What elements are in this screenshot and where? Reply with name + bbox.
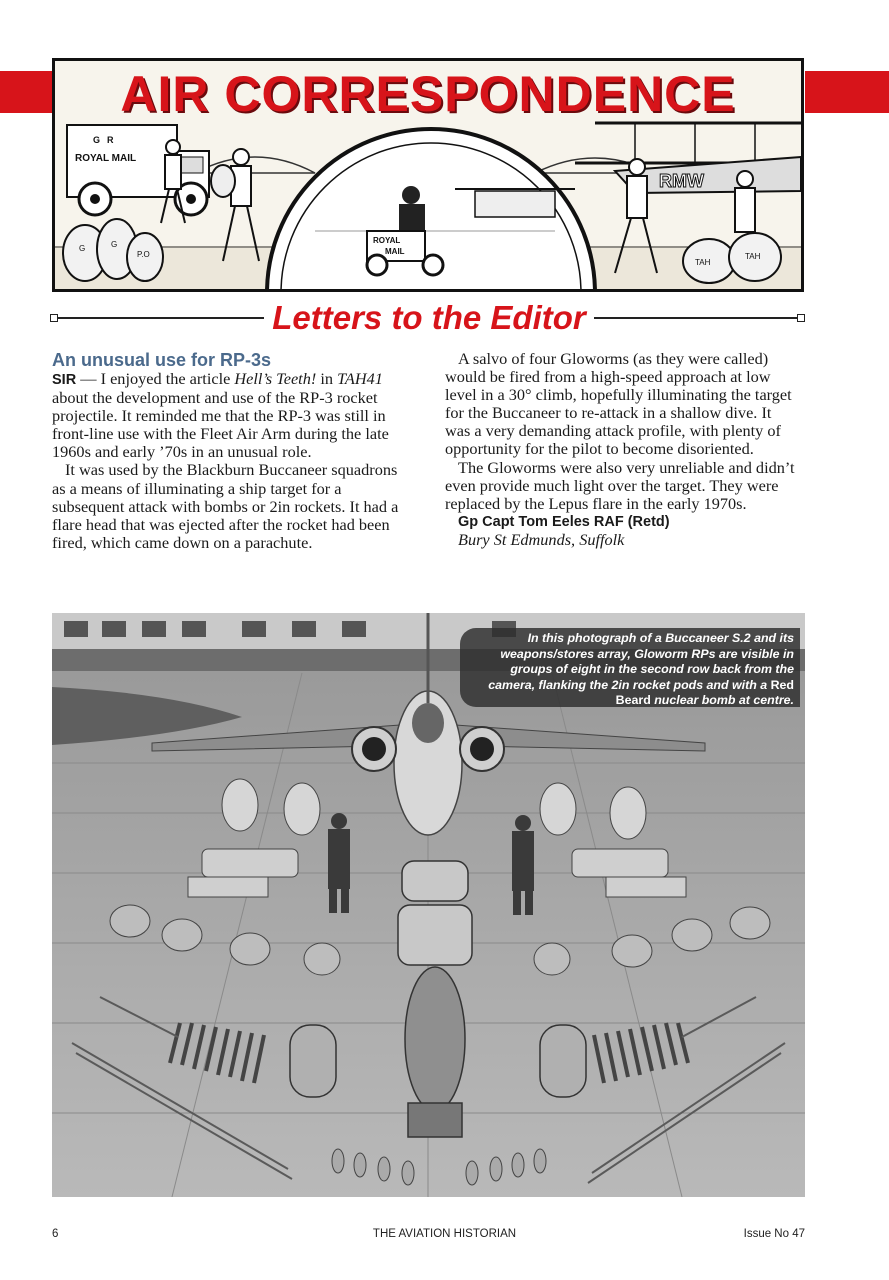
article-title: Hell’s Teeth! (234, 369, 317, 388)
royal-mail-van (67, 125, 209, 215)
p1-part3: about the development and use of the RP-3 rocket projectile. It reminded me that the RP-3 was still in front-line use with the Fleet Air Arm during the late 1960s and early ’70s in an unusual role. (52, 388, 389, 462)
biplane (575, 123, 801, 193)
cart-label-1: ROYAL (373, 236, 401, 245)
paragraph-2: It was used by the Blackburn Buccaneer squadrons as a means of illuminating a ship target for a subsequent attack with bombs or 2in rockets. It had a flare head that was ejected after the rocket had been fired, which came down on a parachute. (52, 460, 399, 552)
van-monogram-r: R (107, 135, 114, 145)
section-title: AIR CORRESPONDENCE (120, 66, 736, 122)
text-column-right (445, 350, 797, 549)
p1-part2: in (316, 369, 338, 388)
section-subtitle: Letters to the Editor (272, 299, 586, 336)
header-illustration (52, 58, 804, 292)
red-band-left (0, 71, 54, 113)
rule-right (594, 317, 800, 319)
central-arch (267, 129, 595, 289)
bag-label-4: TAH (695, 258, 711, 267)
magazine-title: THE AVIATION HISTORIAN (372, 1228, 517, 1240)
mail-bags-left (63, 219, 163, 281)
rule-left (56, 317, 264, 319)
caption-part1: In this photograph of a Buccaneer S.2 and its weapons/stores array, Gloworm RPs are visible in groups of eight in the second row back from the camera, flanking the 2in rocket pods and with a (488, 631, 794, 692)
subhead-row (52, 296, 804, 340)
letter-heading: An unusual use for RP-3s (52, 350, 272, 370)
magazine-issue-ref: TAH41 (337, 369, 383, 388)
cart-label-2: MAIL (385, 247, 405, 256)
salutation: SIR (52, 372, 77, 388)
text-column-left (52, 350, 404, 552)
page-number: 6 (52, 1228, 59, 1240)
van-monogram-g: G (93, 135, 101, 145)
van-label: ROYAL MAIL (75, 153, 137, 164)
bag-label-5: TAH (745, 252, 761, 261)
paragraph-4: The Gloworms were also very unreliable and didn’t even provide much light over the target. They were replaced by the Lepus flare in the early 1970s. (445, 457, 795, 513)
issue-number: Issue No 47 (743, 1228, 805, 1240)
bag-label-1: G (79, 244, 86, 253)
red-band-right (805, 71, 889, 113)
photo-caption (466, 631, 794, 709)
rule-endcap-right (797, 314, 805, 322)
bag-label-2: G (111, 240, 118, 249)
paragraph-1 (52, 370, 404, 461)
signature-name: Gp Capt Tom Eeles RAF (Retd) (458, 513, 670, 530)
caption-part2: nuclear bomb at centre. (650, 693, 794, 708)
p1-part1: — I enjoyed the article (76, 369, 235, 388)
signature-place: Bury St Edmunds, Suffolk (458, 529, 625, 549)
bag-label-3: P.O (137, 250, 150, 259)
caption-red-beard: Red Beard (615, 677, 794, 708)
plane-registration: RMW (659, 171, 704, 191)
paragraph-3: A salvo of four Gloworms (as they were called) would be fired from a high-speed approach at low level in a 30° climb, hopefully illuminating the target for the Buccaneer to re-attack in a shallow dive. It was a very demanding attack profile, with plenty of opportunity for the pilot to become disoriented. (445, 349, 792, 459)
rule-endcap-left (50, 314, 58, 322)
buccaneer-photograph (52, 613, 805, 1197)
